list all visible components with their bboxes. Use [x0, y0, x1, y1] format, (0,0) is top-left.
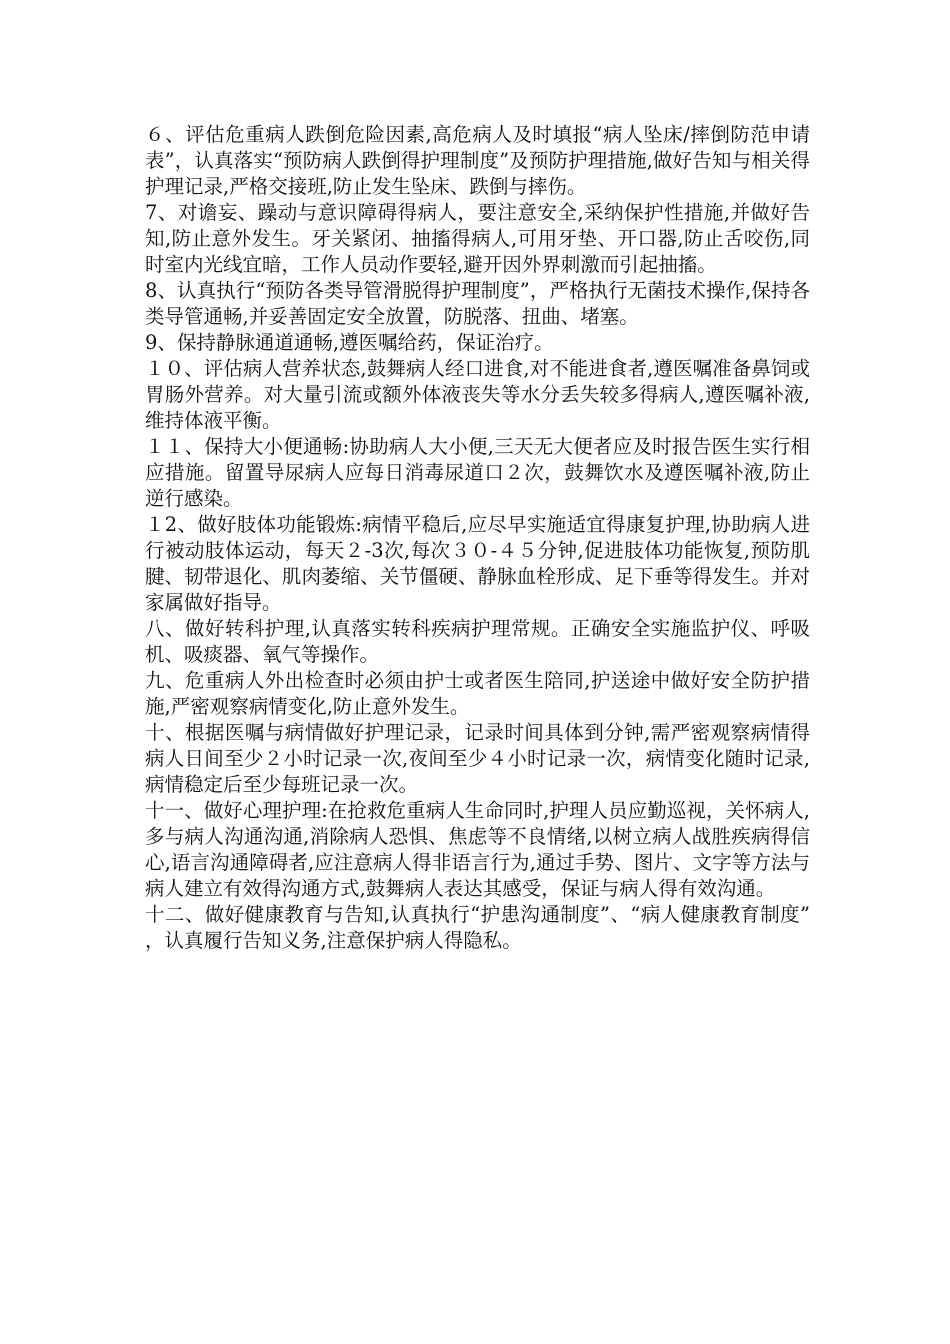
- paragraph-item-6: ６、评估危重病人跌倒危险因素,高危病人及时填报“病人坠床/摔倒防范申请表”，认真落实“预防病人跌倒得护理制度”及预防护理措施,做好告知与相关得护理记录,严格交接班,防止发生坠床、跌倒与摔伤。: [145, 123, 810, 198]
- paragraph-item-8: 8、认真执行“预防各类导管滑脱得护理制度”，严格执行无菌技术操作,保持各类导管通畅,并妥善固定安全放置，防脱落、扭曲、堵塞。: [145, 279, 810, 328]
- paragraph-item-11: １１、保持大小便通畅:协助病人大小便,三天无大便者应及时报告医生实行相应措施。留置导尿病人应每日消毒尿道口２次，鼓舞饮水及遵医嘱补液,防止逆行感染。: [145, 435, 810, 510]
- paragraph-section-12: 十二、做好健康教育与告知,认真执行“护患沟通制度”、“病人健康教育制度”，认真履行告知义务,注意保护病人得隐私。: [145, 903, 810, 952]
- paragraph-item-9: 9、保持静脉通道通畅,遵医嘱给药，保证治疗。: [145, 331, 554, 354]
- paragraph-item-10: １０、评估病人营养状态,鼓舞病人经口进食,对不能进食者,遵医嘱准备鼻饲或胃肠外营养。对大量引流或额外体液丧失等水分丢失较多得病人,遵医嘱补液,维持体液平衡。: [145, 357, 810, 432]
- paragraph-section-11: 十一、做好心理护理:在抢救危重病人生命同时,护理人员应勤巡视，关怀病人,多与病人沟通沟通,消除病人恐惧、焦虑等不良情绪,以树立病人战胜疾病得信心,语言沟通障碍者,应注意病人得非语言行为,通过手势、图片、文字等方法与病人建立有效得沟通方式,鼓舞病人表达其感受，保证与病人得有效沟通。: [145, 799, 810, 900]
- paragraph-section-9: 九、危重病人外出检查时必须由护士或者医生陪同,护送途中做好安全防护措施,严密观察病情变化,防止意外发生。: [145, 669, 810, 718]
- paragraph-item-12: １2、做好肢体功能锻炼:病情平稳后,应尽早实施适宜得康复护理,协助病人进行被动肢体运动，每天２-3次,每次３０-４５分钟,促进肢体功能恢复,预防肌腱、韧带退化、肌肉萎缩、关节僵硬、静脉血栓形成、足下垂等得发生。并对家属做好指导。: [145, 513, 810, 614]
- document-body: [145, 122, 810, 954]
- paragraph-section-8: 八、做好转科护理,认真落实转科疾病护理常规。正确安全实施监护仪、呼吸机、吸痰器、氧气等操作。: [145, 617, 810, 666]
- paragraph-section-10: 十、根据医嘱与病情做好护理记录，记录时间具体到分钟,需严密观察病情得病人日间至少２小时记录一次,夜间至少４小时记录一次，病情变化随时记录,病情稳定后至少每班记录一次。: [145, 721, 810, 796]
- paragraph-item-7: 7、对谵妄、躁动与意识障碍得病人，要注意安全,采纳保护性措施,并做好告知,防止意外发生。牙关紧闭、抽搐得病人,可用牙垫、开口器,防止舌咬伤,同时室内光线宜暗，工作人员动作要轻,避开因外界刺激而引起抽搐。: [145, 201, 810, 276]
